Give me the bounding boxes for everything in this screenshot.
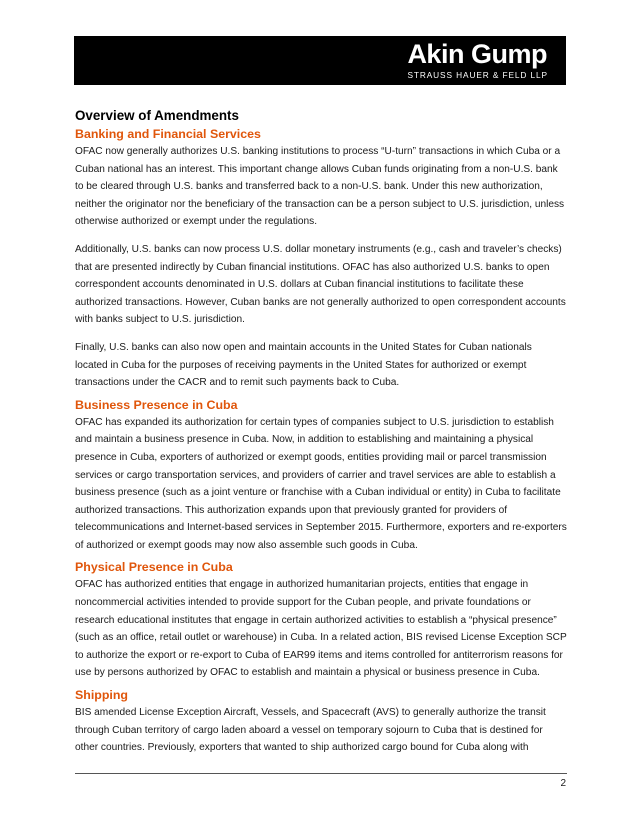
document-body (75, 106, 567, 757)
page-number: 2 (560, 778, 566, 789)
section-heading: Business Presence in Cuba (75, 397, 238, 412)
page-title: Overview of Amendments (75, 108, 239, 123)
header-bar (74, 36, 566, 85)
section-shipping (75, 687, 567, 757)
section-physical-presence (75, 559, 567, 682)
paragraph: OFAC has expanded its authorization for certain types of companies subject to U.S. jurisdiction to establish and maintain a business presence in Cuba. Now, in addition to establishing and maintaining a physical presence in Cuba, exporters of authorized or exempt goods, entities providing mail or parcel transmission services or cargo transportation services, and providers of carrier and travel services are able to establish a business presence (such as a joint venture or franchise with a Cuban individual or entity) in Cuba to facilitate authorized transactions. This authorization expands upon that previously granted for providers of telecommunications and Internet-based services in September 2015. Furthermore, exporters and re-exporters of authorized or exempt goods may now also assemble such goods in Cuba. (75, 416, 567, 551)
logo-sub-text: STRAUSS HAUER & FELD LLP (407, 70, 548, 80)
paragraph: OFAC now generally authorizes U.S. banking institutions to process “U-turn” transactions in which Cuba or a Cuban national has an interest. This important change allows Cuban funds originating from a non-U.S. bank to be cleared through U.S. banks and transferred back to a non-U.S. bank. Under this new authorization, neither the originator nor the beneficiary of the transaction can be a person subject to U.S. jurisdiction, unless otherwise authorized or exempt under the regulations. (75, 146, 565, 228)
paragraph: OFAC has authorized entities that engage in authorized humanitarian projects, entities that engage in noncommercial activities intended to provide support for the Cuban people, and private foundations or research educational institutes that engage in certain authorized activities to establish a “physical presence” (such as an office, retail outlet or warehouse) in Cuba. In a related action, BIS revised License Exception SCP to authorize the export or re-export to Cuba of EAR99 items and items controlled for antiterrorism reasons for use by persons authorized by OFAC to establish and maintain a physical or business presence in Cuba. (75, 579, 567, 679)
section-heading: Banking and Financial Services (75, 127, 261, 141)
paragraph: BIS amended License Exception Aircraft, Vessels, and Spacecraft (AVS) to generally authorize the transit through Cuban territory of cargo laden aboard a vessel on temporary sojourn to Cuba that is destined for other countries. Previously, exporters that wanted to ship authorized cargo bound for Cuba along with (75, 707, 546, 754)
section-heading: Physical Presence in Cuba (75, 560, 233, 575)
logo-main-text: Akin Gump (407, 39, 547, 69)
paragraph: Finally, U.S. banks can also now open and maintain accounts in the United States for Cuban nationals located in Cuba for the purposes of receiving payments in the United States for authorized or exempt transactions under the CACR and to remit such payments back to Cuba. (75, 341, 532, 389)
section-business-presence (75, 397, 567, 555)
firm-logo (407, 40, 548, 81)
section-banking (75, 126, 567, 392)
section-heading: Shipping (75, 688, 128, 703)
paragraph: Additionally, U.S. banks can now process U.S. dollar monetary instruments (e.g., cash and traveler’s checks) that are presented indirectly by Cuban financial institutions. OFAC has also authorized U.S. banks to open correspondent accounts denominated in U.S. dollars at Cuban financial institutions to facilitate these authorized transactions. However, Cuban banks are not generally authorized to open correspondent accounts with banks subject to U.S. jurisdiction. (75, 243, 566, 326)
footer-divider (75, 773, 567, 774)
